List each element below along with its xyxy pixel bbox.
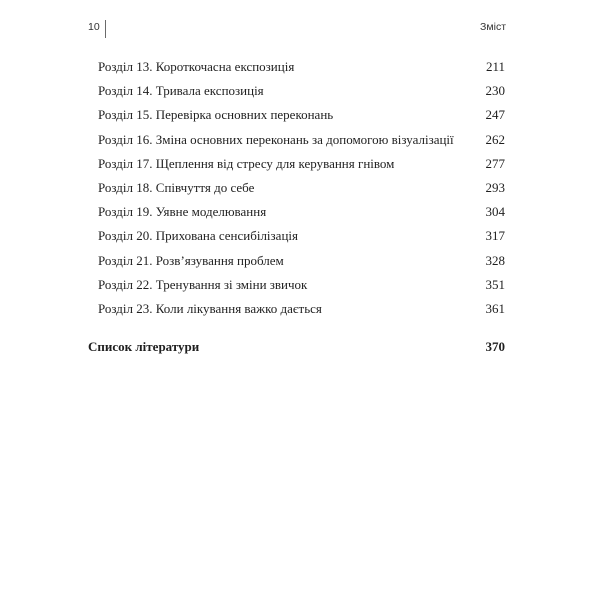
toc-entry-chapter-18	[98, 178, 505, 202]
toc-entry-page: 304	[485, 204, 505, 220]
header-divider	[105, 20, 106, 38]
toc-entry-chapter-21	[98, 251, 505, 275]
running-header	[88, 20, 506, 38]
toc-entry-page: 277	[485, 155, 505, 171]
toc-entry-title: Розділ 23. Коли лікування важко дається	[98, 300, 322, 316]
toc-entry-title: Розділ 17. Щеплення від стресу для керування гнівом	[98, 155, 395, 171]
toc-entry-title: Розділ 22. Тренування зі зміни звичок	[98, 276, 308, 292]
toc-entry-chapter-19	[98, 202, 505, 226]
toc-entry-title: Розділ 21. Розв’язування проблем	[98, 252, 284, 268]
toc-entry-title: Розділ 15. Перевірка основних переконань	[98, 107, 334, 123]
toc-entry-page: 293	[485, 179, 505, 195]
toc-entry-title: Розділ 13. Короткочасна експозиція	[98, 59, 295, 74]
bibliography-title: Список літератури	[88, 339, 200, 354]
toc-entry-page: 317	[485, 228, 505, 244]
toc-entry-chapter-17	[98, 154, 505, 178]
table-of-contents	[98, 57, 505, 323]
toc-entry-page: 262	[485, 131, 505, 147]
section-name: Зміст	[480, 21, 506, 33]
toc-entry-page: 211	[485, 59, 505, 74]
toc-entry-title: Розділ 16. Зміна основних переконань за допомогою візуалізації	[98, 131, 454, 147]
toc-entry-chapter-13	[98, 57, 505, 81]
toc-entry-title: Розділ 19. Уявне моделювання	[98, 204, 267, 220]
bibliography-page: 370	[485, 339, 505, 354]
toc-entry-chapter-23	[98, 299, 505, 323]
toc-entry-chapter-20	[98, 226, 505, 250]
toc-entry-page: 247	[485, 107, 505, 123]
toc-entry-page: 361	[485, 300, 505, 316]
toc-entry-title: Розділ 14. Тривала експозиція	[98, 83, 264, 99]
toc-entry-title: Розділ 20. Прихована сенсибілізація	[98, 228, 298, 244]
toc-entry-chapter-16	[98, 130, 505, 154]
toc-entry-chapter-14	[98, 81, 505, 105]
toc-entry-chapter-22	[98, 275, 505, 299]
toc-entry-page: 230	[485, 83, 505, 99]
toc-entry-bibliography	[88, 337, 505, 357]
toc-entry-chapter-15	[98, 105, 505, 129]
toc-entry-page: 328	[485, 252, 505, 268]
toc-entry-page: 351	[485, 276, 505, 292]
page-number: 10	[88, 21, 100, 33]
toc-entry-title: Розділ 18. Співчуття до себе	[98, 179, 255, 195]
